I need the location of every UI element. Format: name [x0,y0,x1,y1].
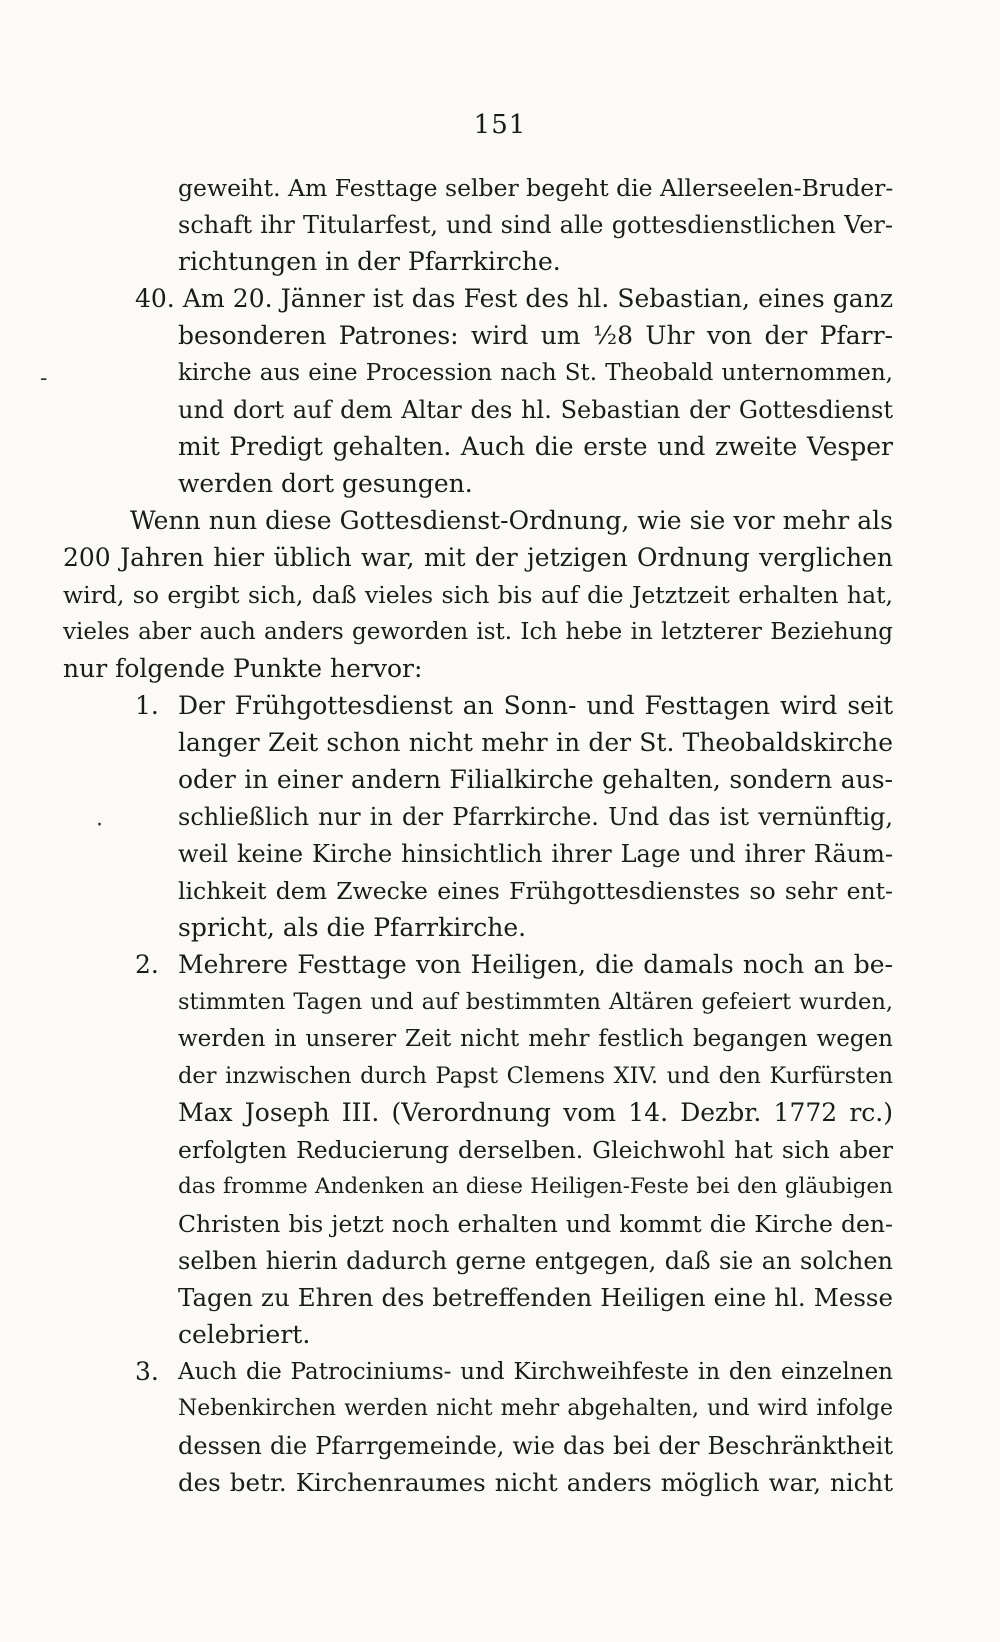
text-line: schaft ihr Titularfest, und sind alle gottesdienstlichen Ver- [178,211,893,239]
text-line: geweiht. Am Festtage selber begeht die Allerseelen-Bruder- [178,174,894,202]
text-line: Max Joseph III. (Verordnung vom 14. Dezbr. 1772 rc.) [178,1098,893,1127]
text-line: stimmten Tagen und auf bestimmten Altären gefeiert wurden, [178,989,893,1015]
text-line: des betr. Kirchenraumes nicht anders möglich war, nicht [178,1468,893,1497]
item-number: 2. [135,950,159,979]
text-line: werden dort gesungen. [178,469,473,498]
text-line: 40. Am 20. Jänner ist das Fest des hl. Sebastian, eines ganz [135,284,893,313]
text-line: weil keine Kirche hinsichtlich ihrer Lage und ihrer Räum- [178,840,893,868]
item-number: 3. [135,1357,159,1386]
text-line: Mehrere Festtage von Heiligen, die damals noch an be- [178,950,893,979]
text-line: selben hierin dadurch gerne entgegen, daß sie an solchen [178,1247,893,1275]
text-line: vieles aber auch anders geworden ist. Ich hebe in letzterer Beziehung [63,619,893,645]
page-number: 151 [473,110,527,140]
margin-mark: · [96,813,103,838]
text-line: Auch die Patrociniums- und Kirchweihfeste in den einzelnen [178,1359,893,1385]
text-line: dessen die Pfarrgemeinde, wie das bei der Beschränktheit [178,1432,893,1460]
text-line: oder in einer andern Filialkirche gehalten, sondern aus- [178,765,893,794]
text-line: Wenn nun diese Gottesdienst-Ordnung, wie sie vor mehr als [130,506,893,535]
text-line: celebriert. [178,1320,311,1349]
text-line: kirche aus eine Procession nach St. Theobald unternommen, [178,360,893,386]
text-line: mit Predigt gehalten. Auch die erste und zweite Vesper [178,432,893,461]
item-number: 1. [135,691,159,720]
text-line: richtungen in der Pfarrkirche. [178,247,561,276]
text-line: und dort auf dem Altar des hl. Sebastian der Gottesdienst [178,396,893,424]
text-line: werden in unserer Zeit nicht mehr festlich begangen wegen [178,1026,893,1052]
text-line: erfolgten Reducierung derselben. Gleichwohl hat sich aber [178,1136,893,1164]
text-line: Christen bis jetzt noch erhalten und kommt die Kirche den- [178,1210,893,1238]
text-line: nur folgende Punkte hervor: [63,654,423,683]
text-line: der inzwischen durch Papst Clemens XIV. und den Kurfürsten [178,1063,893,1089]
text-line: das fromme Andenken an diese Heiligen-Feste bei den gläubigen [178,1174,893,1199]
text-line: lichkeit dem Zwecke eines Frühgottesdienstes so sehr ent- [178,877,893,905]
text-line: langer Zeit schon nicht mehr in der St. Theobaldskirche [178,728,893,757]
text-line: wird, so ergibt sich, daß vieles sich bis auf die Jetztzeit erhalten hat, [63,581,893,609]
text-line: Nebenkirchen werden nicht mehr abgehalten, und wird infolge [178,1396,893,1421]
text-line: 200 Jahren hier üblich war, mit der jetzigen Ordnung verglichen [63,543,893,572]
text-line: schließlich nur in der Pfarrkirche. Und das ist vernünftig, [178,803,893,831]
text-line: Der Frühgottesdienst an Sonn- und Festtagen wird seit [178,691,893,720]
text-line: besonderen Patrones: wird um ½8 Uhr von der Pfarr- [178,321,893,350]
margin-mark: - [40,366,48,391]
text-line: spricht, als die Pfarrkirche. [178,913,527,942]
text-line: Tagen zu Ehren des betreffenden Heiligen eine hl. Messe [178,1283,893,1312]
